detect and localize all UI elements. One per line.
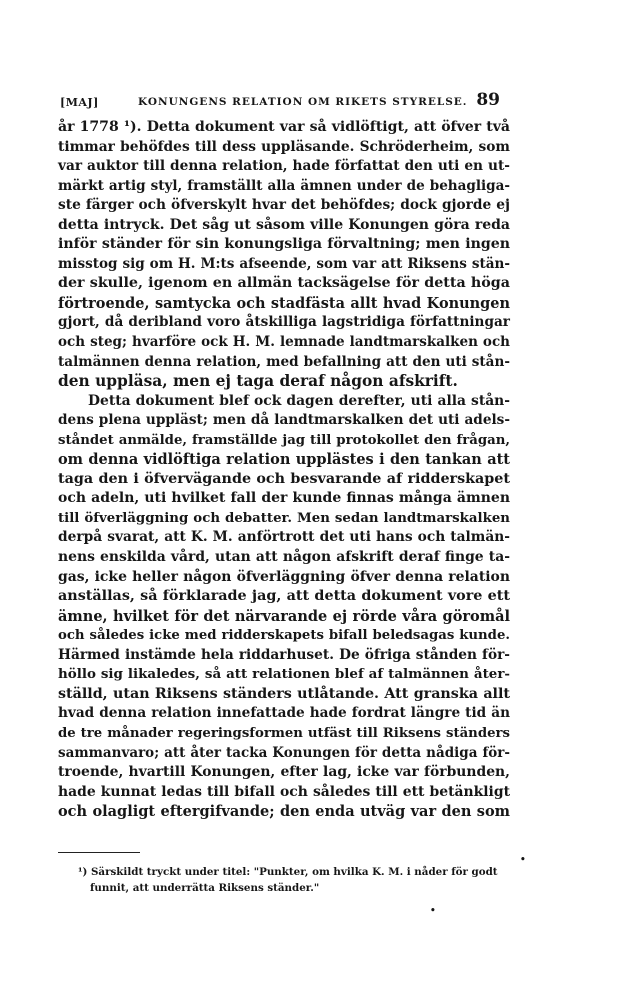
running-header <box>60 92 500 116</box>
header-title: KONUNGENS RELATION OM RIKETS STYRELSE. <box>138 96 468 108</box>
text-line: och steg; hvarföre ock H. M. lemnade landtmarskalken och <box>58 334 510 351</box>
text-line: var auktor till denna relation, hade författat den uti en ut- <box>58 158 510 175</box>
text-line: och adeln, uti hvilket fall der kunde finnas många ämnen <box>58 490 510 507</box>
text-line: ämne, hvilket för det närvarande ej rörde våra göromål <box>58 607 510 625</box>
text-line: Detta dokument blef ock dagen derefter, uti alla stån- <box>88 392 510 409</box>
text-line: om denna vidlöftiga relation upplästes i den tankan att <box>58 451 510 469</box>
text-line: Härmed instämde hela riddarhuset. De öfriga stånden för- <box>58 646 510 663</box>
footnote-line: funnit, att underrätta Riksens ständer." <box>90 882 320 894</box>
header-month-label: [MAJ] <box>60 96 99 109</box>
text-line: år 1778 ¹). Detta dokument var så vidlöftigt, att öfver två <box>58 119 510 135</box>
footnote <box>78 864 510 896</box>
text-line: derpå svarat, att K. M. anförtrott det uti hans och talmän- <box>58 529 510 546</box>
text-line: höllo sig likaledes, så att relationen blef af talmännen åter- <box>58 666 510 683</box>
text-line: gjort, då deribland voro åtskilliga lagstridiga författningar <box>58 314 510 331</box>
text-line: taga den i öfvervägande och besvarande af ridderskapet <box>58 470 510 487</box>
text-line: detta intryck. Det såg ut såsom ville Konungen göra reda <box>58 216 510 233</box>
margin-dot-mark: • <box>520 855 526 865</box>
text-line: de tre månader regeringsformen utfäst till Riksens ständers <box>58 725 510 741</box>
text-line: ste färger och öfverskylt hvar det behöfdes; dock gjorde ej <box>58 197 510 214</box>
text-line: nens enskilda vård, utan att någon afskrift deraf finge ta- <box>58 549 510 566</box>
text-line: inför ständer för sin konungsliga förvaltning; men ingen <box>58 236 510 253</box>
text-line: hvad denna relation innefattade hade fordrat längre tid än <box>58 705 510 722</box>
footnote-separator <box>58 852 140 853</box>
text-line: till öfverläggning och debatter. Men sedan landtmarskalken <box>58 509 510 526</box>
text-line: och olagligt eftergifvande; den enda utväg var den som <box>58 803 510 821</box>
margin-dot-mark: • <box>430 906 436 916</box>
page-number: 89 <box>476 90 500 110</box>
text-line: den uppläsa, men ej taga deraf någon afskrift. <box>58 372 458 391</box>
text-line: och således icke med ridderskapets bifall beledsagas kunde. <box>58 628 510 644</box>
text-line: hade kunnat ledas till bifall och således till ett betänkligt <box>58 783 510 800</box>
body-text <box>58 118 510 822</box>
text-line: dens plena uppläst; men då landtmarskalken det uti adels- <box>58 412 510 429</box>
text-line: misstog sig om H. M:ts afseende, som var att Riksens stän- <box>58 255 510 272</box>
text-line: förtroende, samtycka och stadfästa allt hvad Konungen <box>58 294 510 312</box>
text-line: sammanvaro; att åter tacka Konungen för detta nådiga för- <box>58 744 510 761</box>
footnote-line: ¹) Särskildt tryckt under titel: "Punkter, om hvilka K. M. i nåder för godt <box>78 866 498 878</box>
text-line: ställd, utan Riksens ständers utlåtande. Att granska allt <box>58 685 510 702</box>
text-line: der skulle, igenom en allmän tacksägelse för detta höga <box>58 275 510 292</box>
text-line: anställas, så förklarade jag, att detta dokument vore ett <box>58 588 510 605</box>
text-line: ståndet anmälde, framställde jag till protokollet den frågan, <box>58 432 510 448</box>
text-line: troende, hvartill Konungen, efter lag, icke var förbunden, <box>58 764 510 781</box>
text-line: timmar behöfdes till dess uppläsande. Schröderheim, som <box>58 138 510 155</box>
text-line: märkt artig styl, framställt alla ämnen under de behagliga- <box>58 177 510 194</box>
text-line: gas, icke heller någon öfverläggning öfver denna relation <box>58 568 510 585</box>
text-line: talmännen denna relation, med befallning att den uti stån- <box>58 353 510 370</box>
